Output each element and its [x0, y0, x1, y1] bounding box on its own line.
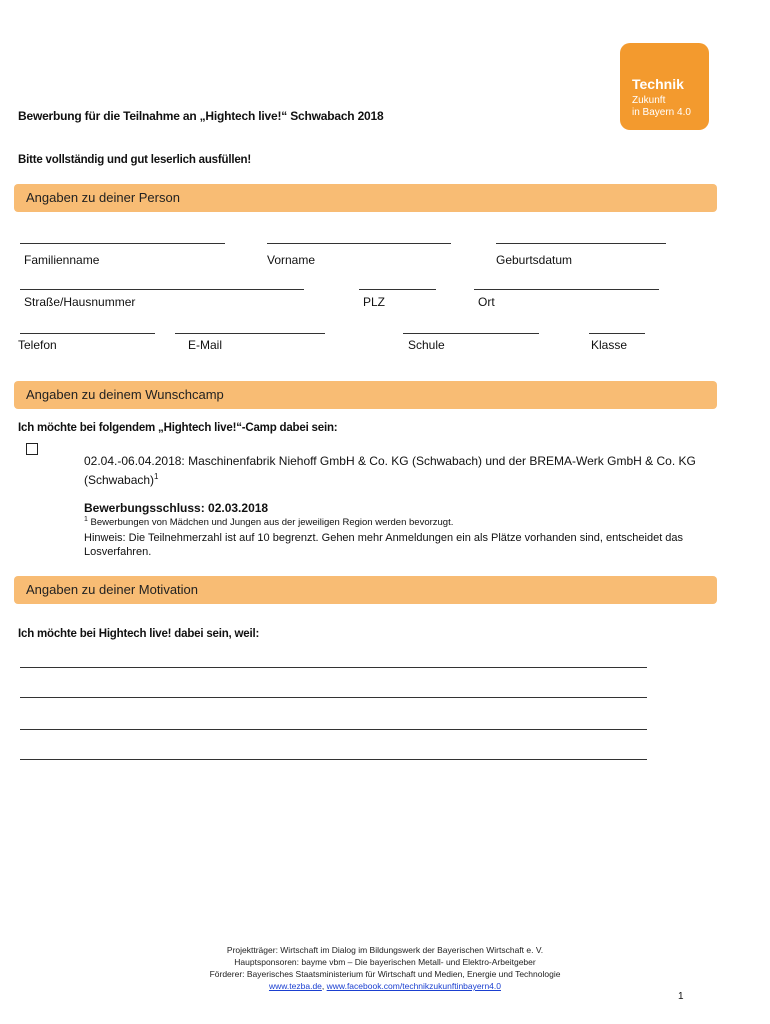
logo-line-1: Technik: [632, 76, 684, 92]
strasse-label: Straße/Hausnummer: [24, 295, 136, 309]
motivation-line-1[interactable]: [20, 667, 647, 668]
geburtsdatum-label: Geburtsdatum: [496, 253, 573, 267]
logo-line-2: Zukunft: [632, 95, 666, 106]
familienname-field[interactable]: [20, 243, 225, 244]
telefon-field[interactable]: [20, 333, 155, 334]
schule-label: Schule: [408, 338, 445, 352]
motivation-line-3[interactable]: [20, 729, 647, 730]
telefon-label: Telefon: [18, 338, 57, 352]
strasse-field[interactable]: [20, 289, 304, 290]
footer-line-1: Projektträger: Wirtschaft im Dialog im Bildungswerk der Bayerischen Wirtschaft e. V.: [226, 945, 544, 955]
vorname-label: Vorname: [267, 253, 316, 267]
camp-question: Ich möchte bei folgendem „Hightech live!“-Camp dabei sein:: [18, 422, 338, 434]
footnote-mark: 1: [84, 516, 88, 523]
logo-line-3: in Bayern 4.0: [632, 107, 691, 118]
email-label: E-Mail: [188, 338, 223, 352]
footer-line-2: Hauptsponsoren: bayme vbm – Die bayerischen Metall- und Elektro-Arbeitgeber: [234, 957, 536, 967]
facebook-link[interactable]: www.facebook.com/technikzukunftinbayern4.0: [326, 981, 501, 991]
section-title-camp: Angaben zu deinem Wunschcamp: [26, 387, 224, 402]
ort-field[interactable]: [474, 289, 659, 290]
section-header-person: [14, 184, 717, 212]
plz-label: PLZ: [363, 295, 386, 309]
footnote: [84, 516, 453, 528]
footnote-text: Bewerbungen von Mädchen und Jungen aus der jeweiligen Region werden bevorzugt.: [90, 517, 454, 529]
section-title-motivation: Angaben zu deiner Motivation: [26, 582, 199, 597]
camp-option-checkbox[interactable]: [26, 443, 38, 455]
instruction-text: Bitte vollständig und gut leserlich ausfüllen!: [18, 154, 251, 166]
page-number: 1: [678, 991, 684, 1002]
deadline-text: Bewerbungsschluss: 02.03.2018: [84, 501, 269, 515]
motivation-line-4[interactable]: [20, 759, 647, 760]
footer-line-3: Förderer: Bayerisches Staatsministerium für Wirtschaft und Medien, Energie und Technologie: [209, 969, 561, 979]
familienname-label: Familienname: [24, 253, 100, 267]
technik-zukunft-logo: [620, 43, 709, 130]
motivation-question: Ich möchte bei Hightech live! dabei sein, weil:: [18, 628, 260, 640]
geburtsdatum-field[interactable]: [496, 243, 666, 244]
section-header-motivation: [14, 576, 717, 604]
hint-text: Hinweis: Die Teilnehmerzahl ist auf 10 begrenzt. Gehen mehr Anmeldungen ein als Plätze vorhanden sind, entscheidet das Losverfahren.: [84, 532, 684, 558]
email-field[interactable]: [175, 333, 325, 334]
schule-field[interactable]: [403, 333, 539, 334]
section-header-camp: [14, 381, 717, 409]
camp-option-footnote-ref: 1: [154, 472, 159, 481]
klasse-label: Klasse: [591, 338, 628, 352]
motivation-line-2[interactable]: [20, 697, 647, 698]
camp-option-label: 02.04.-06.04.2018: Maschinenfabrik Niehoff GmbH & Co. KG (Schwabach) und der BREMA-Werk GmbH & Co. KG (Schwabach): [84, 454, 696, 487]
ort-label: Ort: [478, 295, 495, 309]
footer-link-separator: ,: [321, 981, 327, 991]
section-title-person: Angaben zu deiner Person: [26, 190, 180, 205]
footer-links: [0, 980, 770, 992]
vorname-field[interactable]: [267, 243, 451, 244]
tezba-link[interactable]: www.tezba.de: [268, 981, 322, 991]
plz-field[interactable]: [359, 289, 436, 290]
klasse-field[interactable]: [589, 333, 645, 334]
page-title: Bewerbung für die Teilnahme an „Hightech live!“ Schwabach 2018: [18, 109, 384, 123]
footer: [0, 944, 770, 992]
camp-option-text: [84, 453, 704, 488]
